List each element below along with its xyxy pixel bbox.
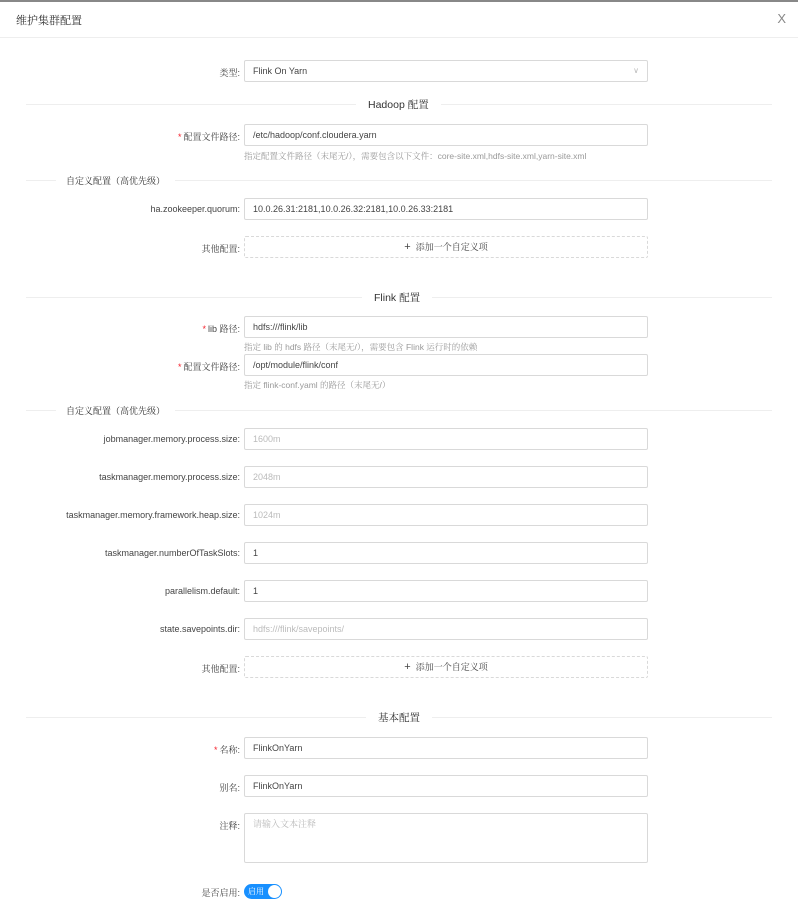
lib-path-hint: 指定 lib 的 hdfs 路径（末尾无/），需要包含 Flink 运行时的依赖: [244, 342, 478, 352]
plus-icon: +: [404, 241, 411, 253]
tm-memory-input[interactable]: 2048m: [244, 466, 648, 488]
parallelism-input[interactable]: 1: [244, 580, 648, 602]
hadoop-section-title: Hadoop 配置: [356, 97, 441, 112]
dialog-header: [0, 2, 798, 38]
enabled-toggle[interactable]: [244, 884, 282, 899]
zk-quorum-label: ha.zookeeper.quorum:: [150, 204, 240, 214]
dialog-title: 维护集群配置: [16, 15, 82, 27]
tm-heap-input[interactable]: 1024m: [244, 504, 648, 526]
flink-custom-title: 自定义配置（高优先级）: [56, 404, 175, 417]
savepoints-dir-input[interactable]: hdfs:///flink/savepoints/: [244, 618, 648, 640]
flink-other-label: 其他配置:: [201, 664, 240, 674]
zk-quorum-input[interactable]: 10.0.26.31:2181,10.0.26.32:2181,10.0.26.33:2181: [244, 198, 648, 220]
note-label: 注释:: [219, 821, 240, 831]
hadoop-config-path-input[interactable]: /etc/hadoop/conf.cloudera.yarn: [244, 124, 648, 146]
hadoop-config-path-label: * 配置文件路径:: [177, 132, 240, 142]
flink-add-custom-button[interactable]: + 添加一个自定义项: [244, 656, 648, 678]
lib-path-label: * lib 路径:: [202, 324, 240, 334]
parallelism-label: parallelism.default:: [164, 586, 240, 596]
plus-icon: +: [404, 661, 411, 673]
type-select-value: Flink On Yarn: [253, 66, 308, 76]
hadoop-custom-title: 自定义配置（高优先级）: [56, 174, 175, 187]
flink-conf-path-input[interactable]: /opt/module/flink/conf: [244, 354, 648, 376]
name-input[interactable]: FlinkOnYarn: [244, 737, 648, 759]
alias-input[interactable]: FlinkOnYarn: [244, 775, 648, 797]
name-label: * 名称:: [213, 745, 240, 755]
alias-label: 别名:: [219, 783, 240, 793]
toggle-knob: [268, 885, 281, 898]
toggle-text: 启用: [248, 887, 264, 896]
jm-memory-label: jobmanager.memory.process.size:: [103, 434, 240, 444]
task-slots-input[interactable]: 1: [244, 542, 648, 564]
note-textarea[interactable]: 请输入文本注释: [244, 813, 648, 863]
type-select[interactable]: [244, 60, 648, 82]
hadoop-config-path-hint: 指定配置文件路径（末尾无/），需要包含以下文件：core-site.xml,hdfs-site.xml,yarn-site.xml: [244, 151, 587, 161]
hadoop-other-label: 其他配置:: [201, 244, 240, 254]
jm-memory-input[interactable]: 1600m: [244, 428, 648, 450]
enabled-label: 是否启用:: [201, 888, 240, 898]
flink-conf-path-hint: 指定 flink-conf.yaml 的路径（末尾无/）: [244, 380, 391, 390]
chevron-down-icon: ∨: [633, 66, 639, 75]
type-label: 类型:: [219, 68, 240, 78]
tm-memory-label: taskmanager.memory.process.size:: [99, 472, 240, 482]
hadoop-add-custom-button[interactable]: + 添加一个自定义项: [244, 236, 648, 258]
lib-path-input[interactable]: hdfs:///flink/lib: [244, 316, 648, 338]
task-slots-label: taskmanager.numberOfTaskSlots:: [104, 548, 240, 558]
flink-section-title: Flink 配置: [362, 290, 432, 305]
close-icon[interactable]: X: [777, 11, 786, 26]
flink-conf-path-label: * 配置文件路径:: [177, 362, 240, 372]
tm-heap-label: taskmanager.memory.framework.heap.size:: [66, 510, 240, 520]
savepoints-dir-label: state.savepoints.dir:: [159, 624, 240, 634]
basic-section-title: 基本配置: [366, 710, 432, 725]
